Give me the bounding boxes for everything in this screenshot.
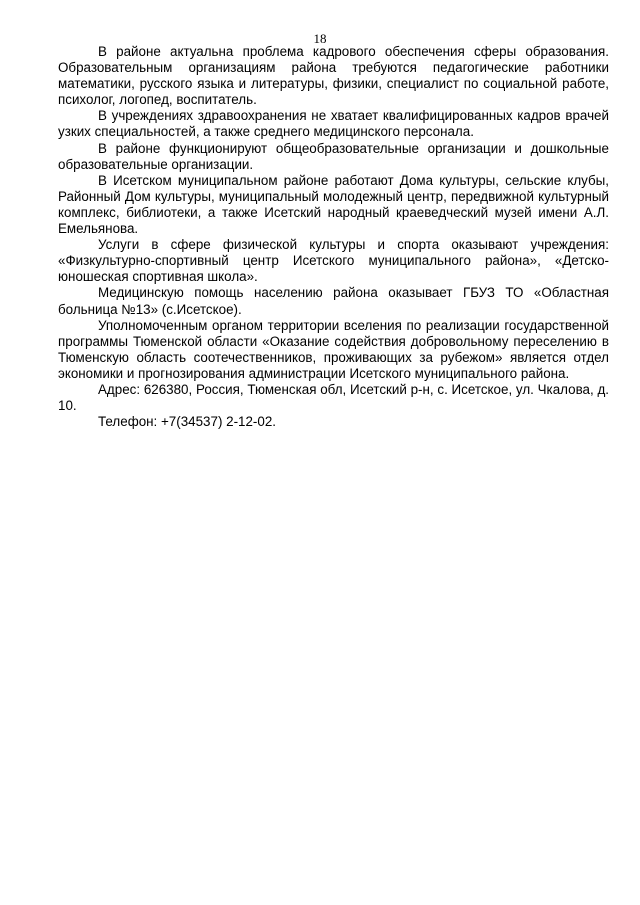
- paragraph-authorized-body: Уполномоченным органом территории вселения по реализации государственной программы Тюменской области «Оказание содействия добровольному переселению в Тюменскую область соотечественников, проживающих за рубежом» является отдел экономики и прогнозирования администрации Исетского муниципального района.: [58, 317, 609, 381]
- paragraph-sports-institutions: Услуги в сфере физической культуры и спорта оказывают учреждения: «Физкультурно-спортивный центр Исетского муниципального района», «Детско-юношеская спортивная школа».: [58, 237, 609, 285]
- paragraph-address: Адрес: 626380, Россия, Тюменская обл, Исетский р-н, с. Исетское, ул. Чкалова, д. 10.: [58, 381, 609, 414]
- paragraph-culture-institutions: В Исетском муниципальном районе работают Дома культуры, сельские клубы, Районный Дом культуры, муниципальный молодежный центр, передвижной культурный комплекс, библиотеки, а также Исетский народный краеведческий музей имени А.Л. Емельянова.: [58, 172, 609, 237]
- document-body: [58, 44, 609, 430]
- paragraph-medical-care: Медицинскую помощь населению района оказывает ГБУЗ ТО «Областная больница №13» (с.Исетское).: [58, 285, 609, 317]
- page-number: 18: [313, 31, 327, 46]
- paragraph-phone: Телефон: +7(34537) 2-12-02.: [98, 414, 277, 430]
- paragraph-educational-organizations: В районе функционируют общеобразовательные организации и дошкольные образовательные организации.: [58, 140, 609, 172]
- paragraph-healthcare-staff: В учреждениях здравоохранения не хватает квалифицированных кадров врачей узких специальностей, а также среднего медицинского персонала.: [58, 108, 609, 140]
- paragraph-staffing-education: В районе актуальна проблема кадрового обеспечения сферы образования. Образовательным организациям района требуются педагогические работники математики, русского языка и литературы, физики, специалист по социальной работе, психолог, логопед, воспитатель.: [58, 44, 609, 108]
